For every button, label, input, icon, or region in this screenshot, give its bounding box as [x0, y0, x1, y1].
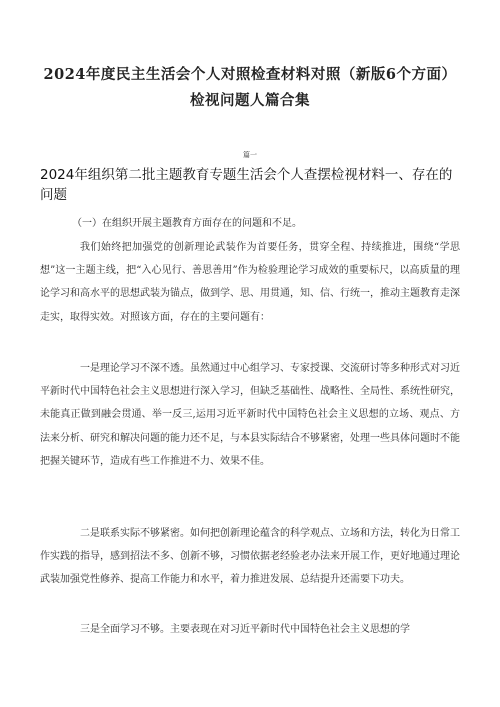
paragraph-4: 三是全面学习不够。主要表现在对习近平新时代中国特色社会主义思想的学 — [80, 624, 410, 635]
section-heading: 2024年组织第二批主题教育专题生活会个人查摆检视材料一、存在的问题 — [40, 167, 453, 203]
paragraph-2: 一是理论学习不深不透。虽然通过中心组学习、专家授课、交流研讨等多种形式对习近平新时代中国特色社会主义思想进行深入学习，但缺乏基础性、战略性、全局性、系统性研究，未能真正做到融会贯通、举一反三,运用习近平新时代中国特色社会主义思想的立场、观点、方法来分析、研究和解决问题的能力还不足，与本县实际结合不够紧密，处理一些具体问题时不能把握关键环节，造成有些工作推进不力、效果不佳。 — [40, 363, 460, 467]
paragraph-1: 我们始终把加强党的创新理论武装作为首要任务，贯穿全程、持续推进，围绕“学思想”这一主题主线，把“入心见行、善思善用”作为检验理论学习成效的重要标尺，以高质量的理论学习和高水平的思想武装为锚点，做到学、思、用贯通，知、信、行统一，推动主题教育走深走实，取得实效。对照该方面，存在的主要问题有： — [40, 242, 460, 323]
paragraph-3: 二是联系实际不够紧密。如何把创新理论蕴含的科学观点、立场和方法，转化为日常工作实践的指导，感到招法不多、创新不够，习惯依据老经验老办法来开展工作，更好地通过理论武装加强党性修养、提高工作能力和水平，着力推进发展、总结提升还需要下功夫。 — [40, 528, 460, 586]
document-title: 2024年度民主生活会个人对照检查材料对照（新版6个方面）检视问题人篇合集 — [43, 66, 457, 109]
sub-heading: （一）在组织开展主题教育方面存在的问题和不足。 — [72, 218, 302, 229]
section-marker: 篇一 — [243, 151, 257, 159]
